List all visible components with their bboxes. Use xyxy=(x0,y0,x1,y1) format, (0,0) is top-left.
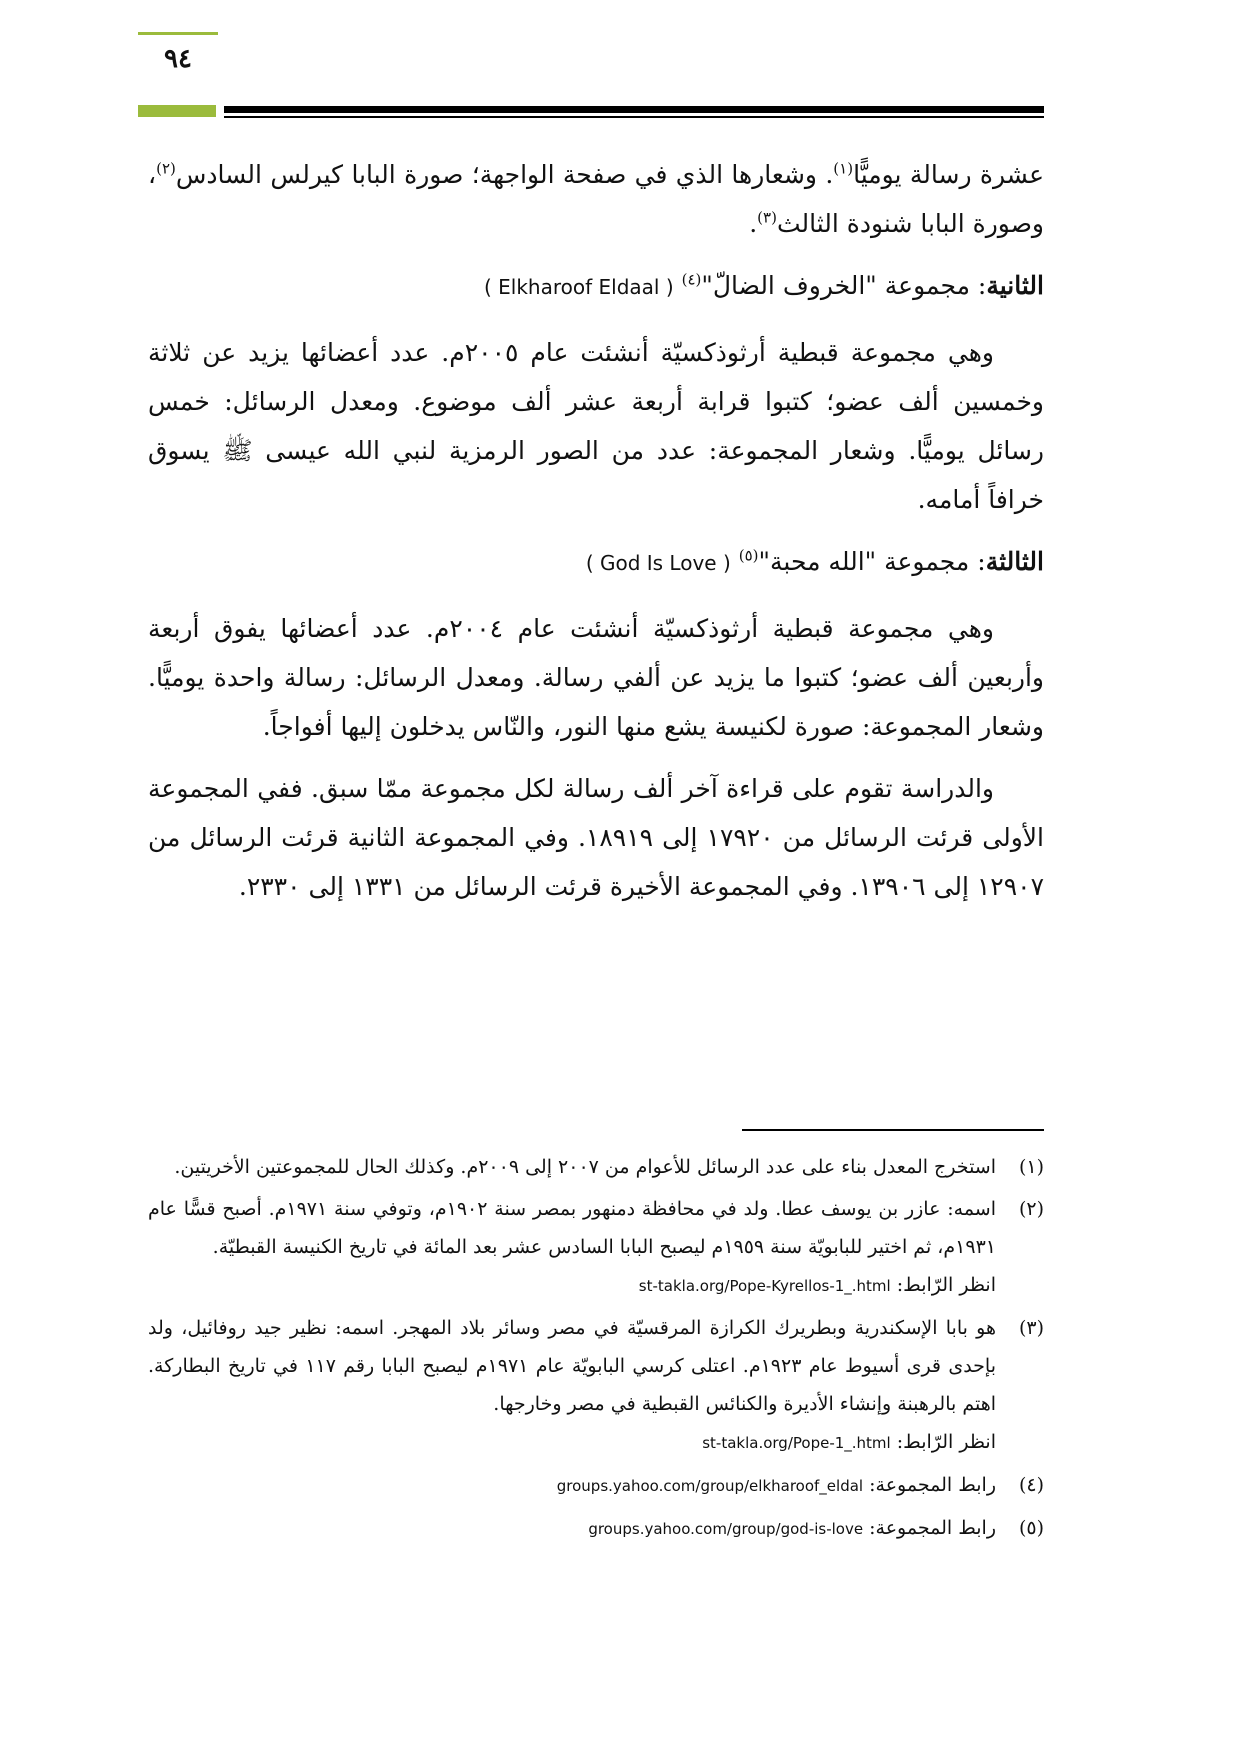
footnote-body xyxy=(148,1190,996,1305)
footnote-ref-5: (٥) xyxy=(738,546,759,565)
footnote-2 xyxy=(148,1190,1044,1305)
header-accent-bar xyxy=(138,105,216,117)
footnote-link[interactable]: st-takla.org/Pope-Kyrellos-1_.html xyxy=(638,1277,891,1295)
footnote-number: (٥) xyxy=(1018,1517,1044,1539)
paragraph-1 xyxy=(148,150,1044,248)
heading-second-latin: ( Elkharoof Eldaal ) xyxy=(483,275,674,299)
footnote-body xyxy=(148,1466,996,1505)
paragraph-1-part3: ، وصورة البابا شنودة الثالث xyxy=(148,160,1044,238)
heading-third-group xyxy=(148,537,1044,588)
footnote-text: رابط المجموعة: xyxy=(863,1517,996,1539)
footnote-ref-3: (٣) xyxy=(757,208,777,227)
paragraph-1-part4: . xyxy=(749,209,758,238)
footnote-link-label: انظر الرّابط: xyxy=(890,1274,996,1296)
footnote-text: هو بابا الإسكندرية وبطريرك الكرازة المرقسيّة في مصر وسائر بلاد المهجر. اسمه: نظير جيد روفائيل، ولد بإحدى قرى أسيوط عام ١٩٢٣م. اعتلى كرسي البابويّة عام ١٩٧١م ليصبح البابا رقم ١١٧ في تاريخ البطاركة. اهتم بالرهبنة وإنشاء الأديرة والكنائس القبطية في مصر وخارجها. xyxy=(148,1317,997,1415)
heading-second-label: الثانية xyxy=(986,271,1044,300)
paragraph-4: والدراسة تقوم على قراءة آخر ألف رسالة لكل مجموعة ممّا سبق. ففي المجموعة الأولى قرئت الرسائل من ١٧٩٢٠ إلى ١٨٩١٩. وفي المجموعة الثانية قرئت الرسائل من ١٢٩٠٧ إلى ١٣٩٠٦. وفي المجموعة الأخيرة قرئت الرسائل من ١٣٣١ إلى ٢٣٣٠. xyxy=(148,774,1044,901)
footnote-1 xyxy=(148,1148,1044,1186)
footnote-link[interactable]: groups.yahoo.com/group/god-is-love xyxy=(588,1520,864,1538)
paragraph-2: وهي مجموعة قبطية أرثوذكسيّة أنشئت عام ٢٠٠٥م. عدد أعضائها يزيد عن ثلاثة وخمسين ألف عضو؛ كتبوا قرابة أربعة عشر ألف موضوع. ومعدل الرسائل: خمس رسائل يوميًّا. وشعار المجموعة: عدد من الصور الرمزية لنبي الله عيسى ﷺ يسوق خرافاً أمامه. xyxy=(148,338,1044,514)
footnotes xyxy=(148,1148,1044,1552)
heading-third-label: الثالثة xyxy=(985,547,1044,576)
paragraph-1-part1: عشرة رسالة يوميًّا xyxy=(853,160,1044,189)
footnote-text: رابط المجموعة: xyxy=(863,1474,996,1496)
footnote-text: استخرج المعدل بناء على عدد الرسائل للأعوام من ٢٠٠٧ إلى ٢٠٠٩م. وكذلك الحال للمجموعتين الأخريتين. xyxy=(174,1156,996,1178)
footnote-4 xyxy=(148,1466,1044,1505)
heading-second-group xyxy=(148,261,1044,312)
body-text xyxy=(148,150,1044,924)
footnote-ref-4: (٤) xyxy=(681,270,702,289)
page-number-rule xyxy=(138,32,218,35)
footnote-number: (٤) xyxy=(1018,1474,1044,1496)
page-number: ٩٤ xyxy=(164,44,192,74)
heading-second-text: : مجموعة "الخروف الضالّ" xyxy=(701,271,987,300)
heading-third-text: : مجموعة "الله محبة" xyxy=(758,547,986,576)
footnote-ref-1: (١) xyxy=(833,159,854,178)
footnote-5 xyxy=(148,1509,1044,1548)
footnote-number: (١) xyxy=(1018,1156,1044,1178)
footnote-link-label: انظر الرّابط: xyxy=(890,1431,996,1453)
footnote-ref-2: (٢) xyxy=(156,159,176,178)
heading-third-latin: ( God Is Love ) xyxy=(585,551,731,575)
footnote-link[interactable]: st-takla.org/Pope-1_.html xyxy=(702,1434,891,1452)
footnote-separator xyxy=(742,1129,1044,1131)
header-rule-thin xyxy=(224,116,1044,118)
footnote-number: (٢) xyxy=(1018,1198,1044,1220)
paragraph-3: وهي مجموعة قبطية أرثوذكسيّة أنشئت عام ٢٠٠٤م. عدد أعضائها يفوق أربعة وأربعين ألف عضو؛ كتبوا ما يزيد عن ألفي رسالة. ومعدل الرسائل: رسالة واحدة يوميًّا. وشعار المجموعة: صورة لكنيسة يشع منها النور، والنّاس يدخلون إليها أفواجاً. xyxy=(148,614,1045,741)
footnote-body xyxy=(148,1509,996,1548)
footnote-text: اسمه: عازر بن يوسف عطا. ولد في محافظة دمنهور بمصر سنة ١٩٠٢م، وتوفي سنة ١٩٧١م. أصبح قسًّا عام ١٩٣١م، ثم اختير للبابويّة سنة ١٩٥٩م ليصبح البابا السادس عشر بعد المائة في تاريخ الكنيسة القبطيّة. xyxy=(148,1198,997,1258)
footnote-body xyxy=(148,1309,996,1462)
footnote-link[interactable]: groups.yahoo.com/group/elkharoof_eldal xyxy=(556,1477,864,1495)
footnote-number: (٣) xyxy=(1018,1317,1044,1339)
paragraph-1-part2: . وشعارها الذي في صفحة الواجهة؛ صورة البابا كيرلس السادس xyxy=(175,160,834,189)
header-rule-thick xyxy=(224,106,1044,113)
footnote-3 xyxy=(148,1309,1044,1462)
